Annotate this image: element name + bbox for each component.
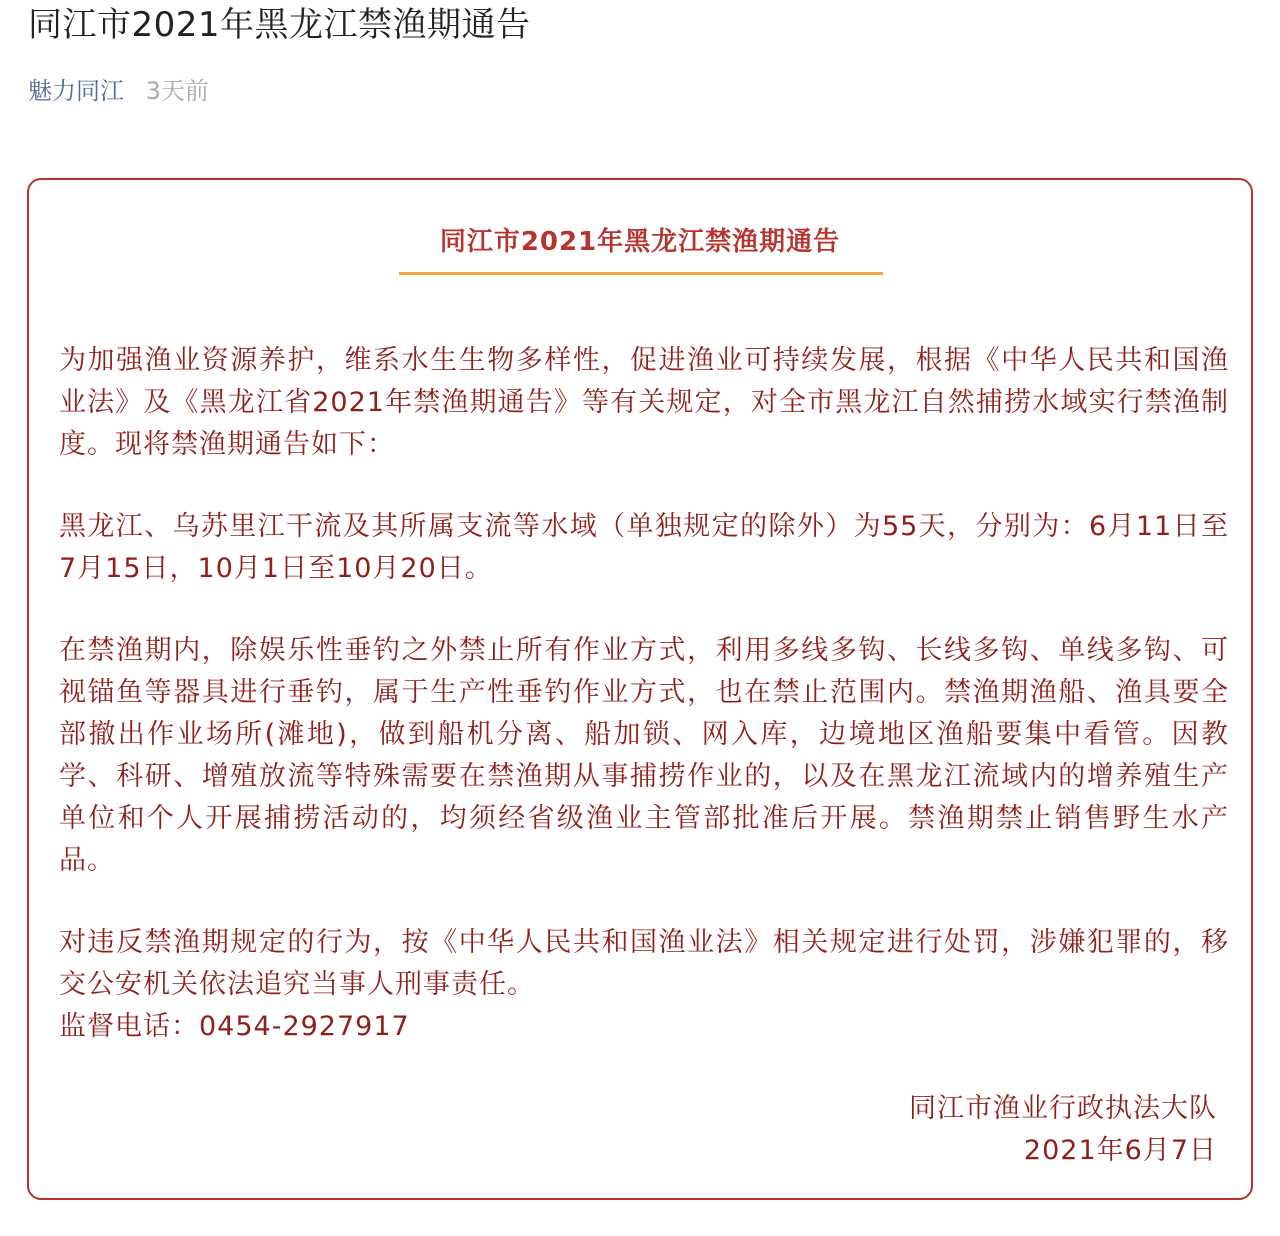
publish-time: 3天前 xyxy=(145,77,209,105)
supervision-hotline: 监督电话：0454-2927917 xyxy=(59,1011,410,1042)
author-link[interactable]: 魅力同江 xyxy=(28,77,124,105)
article-meta xyxy=(28,74,209,108)
signature-date: 2021年6月7日 xyxy=(1023,1135,1217,1166)
notice-paragraph-penalty: 对违反禁渔期规定的行为，按《中华人民共和国渔业法》相关规定进行处罚，涉嫌犯罪的，移交公安机关依法追究当事人刑事责任。 xyxy=(59,927,1229,1000)
notice-signature xyxy=(909,1088,1217,1172)
notice-paragraph-intro: 为加强渔业资源养护，维系水生生物多样性，促进渔业可持续发展，根据《中华人民共和国渔业法》及《黑龙江省2021年禁渔期通告》等有关规定，对全市黑龙江自然捕捞水域实行禁渔制度。现将禁渔期通告如下： xyxy=(59,345,1229,460)
heading-divider xyxy=(399,272,883,275)
signature-organization: 同江市渔业行政执法大队 xyxy=(909,1093,1217,1124)
notice-card xyxy=(27,178,1253,1200)
notice-paragraph-period: 黑龙江、乌苏里江干流及其所属支流等水域（单独规定的除外）为55天，分别为：6月11日至7月15日，10月1日至10月20日。 xyxy=(59,511,1229,584)
notice-paragraph-rules: 在禁渔期内，除娱乐性垂钓之外禁止所有作业方式，利用多线多钩、长线多钩、单线多钩、可视锚鱼等器具进行垂钓，属于生产性垂钓作业方式，也在禁止范围内。禁渔期渔船、渔具要全部撤出作业场所(滩地)，做到船机分离、船加锁、网入库，边境地区渔船要集中看管。因教学、科研、增殖放流等特殊需要在禁渔期从事捕捞作业的，以及在黑龙江流域内的增养殖生产单位和个人开展捕捞活动的，均须经省级渔业主管部批准后开展。禁渔期禁止销售野生水产品。 xyxy=(59,635,1229,876)
notice-heading: 同江市2021年黑龙江禁渔期通告 xyxy=(439,227,841,257)
notice-body xyxy=(59,340,1229,1048)
article-title: 同江市2021年黑龙江禁渔期通告 xyxy=(28,5,531,45)
